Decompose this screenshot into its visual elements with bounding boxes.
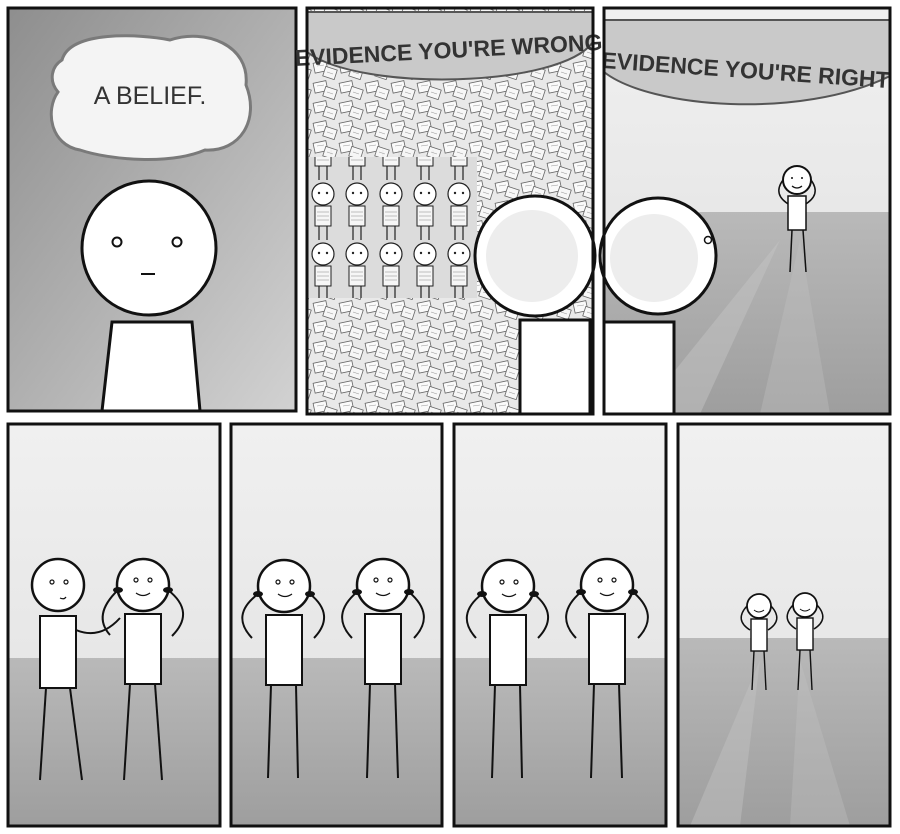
paper-pile: [307, 298, 527, 414]
thought-bubble-text: A BELIEF.: [93, 82, 207, 110]
crowd: [307, 150, 477, 300]
panel-5: [231, 424, 442, 826]
panel-1: [8, 8, 296, 411]
panel-7: [678, 424, 890, 826]
panel-2: [294, 8, 603, 414]
banner-right-text: EVIDENCE YOU'RE RIGHT: [600, 46, 891, 94]
panel-6: [454, 424, 666, 826]
panel-3: [600, 8, 890, 414]
panel-4: [8, 424, 220, 826]
banner-wrong-text: EVIDENCE YOU'RE WRONG: [294, 28, 604, 72]
